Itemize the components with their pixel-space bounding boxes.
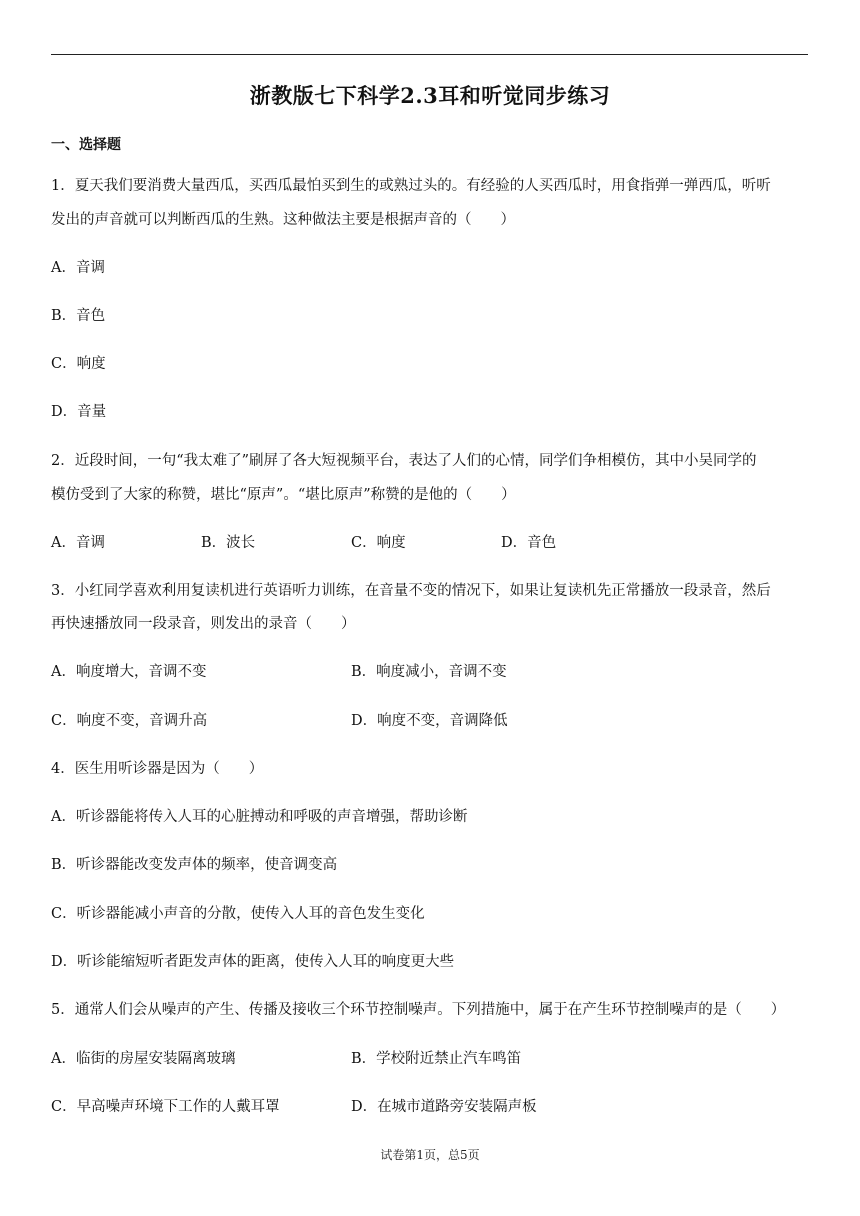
question-1-stem-line-1: 1．夏天我们要消费大量西瓜，买西瓜最怕买到生的或熟过头的。有经验的人买西瓜时，用食指弹一弹西瓜，听听 — [51, 178, 771, 194]
question-1-option-d: D．音量 — [51, 404, 107, 420]
page-title: 浙教版七下科学2.3耳和听觉同步练习 — [249, 83, 611, 108]
question-2-option-a: A．音调 — [51, 535, 105, 551]
page-footer: 试卷第1页，总5页 — [380, 1148, 480, 1162]
question-5-stem: 5．通常人们会从噪声的产生、传播及接收三个环节控制噪声。下列措施中，属于在产生环节控制噪声的是（ ） — [51, 1002, 786, 1018]
question-5-option-b: B．学校附近禁止汽车鸣笛 — [351, 1051, 522, 1067]
section-heading: 一、选择题 — [51, 137, 121, 153]
question-4-option-b: B．听诊器能改变发声体的频率，使音调变高 — [51, 857, 338, 873]
question-3-stem-line-2: 再快速播放同一段录音，则发出的录音（ ） — [51, 616, 356, 632]
question-1-stem-line-2: 发出的声音就可以判断西瓜的生熟。这种做法主要是根据声音的（ ） — [51, 212, 515, 228]
question-4-option-a: A．听诊器能将传入人耳的心脏搏动和呼吸的声音增强，帮助诊断 — [51, 809, 468, 825]
question-3-option-a: A．响度增大，音调不变 — [51, 664, 207, 680]
question-3-stem-line-1: 3．小红同学喜欢利用复读机进行英语听力训练，在音量不变的情况下，如果让复读机先正常播放一段录音，然后 — [51, 583, 771, 599]
question-3-option-b: B．响度减小，音调不变 — [351, 664, 507, 680]
question-2-option-c: C．响度 — [351, 535, 406, 551]
question-4-stem: 4．医生用听诊器是因为（ ） — [51, 761, 264, 777]
question-5-option-a: A．临街的房屋安装隔离玻璃 — [51, 1051, 236, 1067]
question-2-stem-line-1: 2．近段时间，一句“我太难了”刷屏了各大短视频平台，表达了人们的心情，同学们争相模仿，其中小吴同学的 — [51, 453, 757, 469]
question-5-option-d: D．在城市道路旁安装隔声板 — [351, 1099, 537, 1115]
question-1-option-b: B．音色 — [51, 308, 106, 324]
question-3-option-d: D．响度不变，音调降低 — [351, 713, 508, 729]
question-2-stem-line-2: 模仿受到了大家的称赞，堪比“原声”。“堪比原声”称赞的是他的（ ） — [51, 487, 516, 503]
question-2-option-b: B．波长 — [201, 535, 256, 551]
question-1-option-c: C．响度 — [51, 356, 106, 372]
question-5-option-c: C．早高噪声环境下工作的人戴耳罩 — [51, 1099, 280, 1115]
question-2-option-d: D．音色 — [501, 535, 557, 551]
question-3-option-c: C．响度不变，音调升高 — [51, 713, 208, 729]
question-1-option-a: A．音调 — [51, 260, 105, 276]
question-4-option-c: C．听诊器能减小声音的分散，使传入人耳的音色发生变化 — [51, 906, 425, 922]
question-4-option-d: D．听诊能缩短听者距发声体的距离，使传入人耳的响度更大些 — [51, 954, 455, 970]
header-rule — [51, 54, 808, 55]
